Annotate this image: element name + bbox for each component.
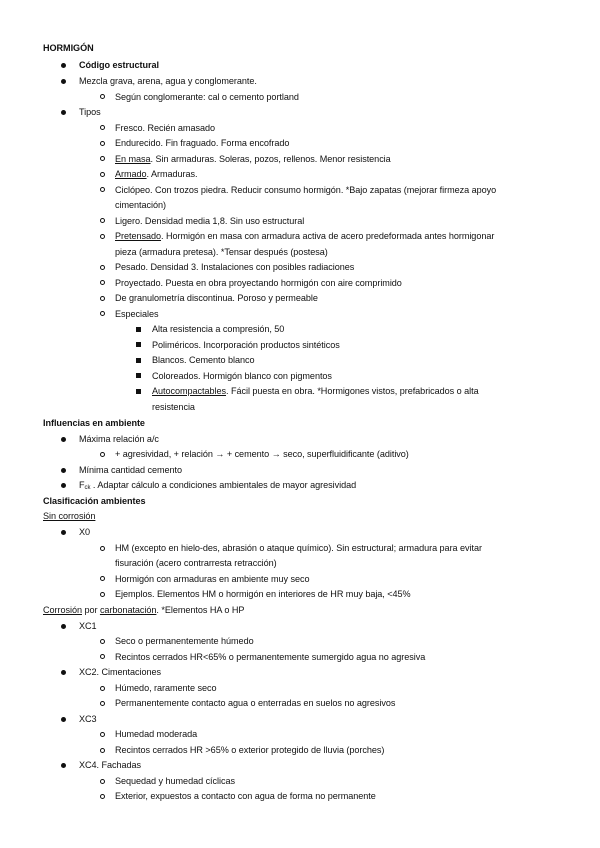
- bullet: [100, 748, 105, 753]
- tipo-armado: [115, 168, 198, 180]
- bullet: [61, 437, 66, 442]
- term-pretensado: Pretensado: [115, 231, 162, 241]
- item-xc1: XC1: [79, 621, 97, 631]
- x0-item-3: Ejemplos. Elementos HM o hormigón en interiores de HR muy baja, <45%: [115, 589, 411, 599]
- item-xc2: XC2. Cimentaciones: [79, 667, 161, 677]
- term-en-masa: En masa: [115, 154, 151, 164]
- text: . Fácil puesta en obra. *Hormigones vistos, prefabricados o alta: [226, 386, 479, 396]
- tipo-especiales: Especiales: [115, 309, 159, 319]
- bullet: [100, 654, 105, 659]
- xc1-item-1: Seco o permanentemente húmedo: [115, 636, 254, 646]
- bullet: [100, 311, 105, 316]
- text: . Sin armaduras. Soleras, pozos, rellenos. Menor resistencia: [150, 154, 391, 164]
- term-armado: Armado: [115, 169, 147, 179]
- especial-alta-resistencia: Alta resistencia a compresión, 50: [152, 324, 285, 334]
- bullet: [100, 156, 105, 161]
- bullet: [100, 639, 105, 644]
- item-mezcla-sub: Según conglomerante: cal o cemento portland: [115, 92, 299, 102]
- especial-polimericos: Poliméricos. Incorporación productos sintéticos: [152, 340, 340, 350]
- especial-autocompactables: [152, 385, 479, 397]
- term-autocompactables: Autocompactables: [152, 386, 227, 396]
- bullet: [100, 218, 105, 223]
- tipo-endurecido: Endurecido. Fin fraguado. Forma encofrado: [115, 138, 290, 148]
- bullet: [61, 624, 66, 629]
- xc3-item-2: Recintos cerrados HR >65% o exterior protegido de lluvia (porches): [115, 745, 385, 755]
- tipo-fresco: Fresco. Recién amasado: [115, 123, 215, 133]
- x0-item-1-cont: fisuración (acero contrarresta retracción): [115, 558, 277, 568]
- xc4-item-2: Exterior, expuestos a contacto con agua de forma no permanente: [115, 791, 376, 801]
- bullet: [100, 452, 105, 457]
- bullet: [61, 110, 66, 115]
- tipo-en-masa: [115, 153, 391, 165]
- tipo-pretensado: [115, 230, 494, 242]
- bullet: [100, 576, 105, 581]
- bullet: [100, 794, 105, 799]
- bullet: [100, 141, 105, 146]
- heading-corrosion: [43, 604, 244, 616]
- bullet: [100, 779, 105, 784]
- bullet: [61, 670, 66, 675]
- term-carbonatacion: carbonatación: [99, 605, 157, 615]
- bullet: [100, 187, 105, 192]
- xc2-item-2: Permanentemente contacto agua o enterradas en suelos no agresivos: [115, 698, 396, 708]
- bullet: [100, 234, 105, 239]
- bullet: [100, 172, 105, 177]
- tipo-ciclopeo: Ciclópeo. Con trozos piedra. Reducir consumo hormigón. *Bajo zapatas (mejorar firmeza apoyo: [115, 185, 497, 195]
- text: . Adaptar cálculo a condiciones ambientales de mayor agresividad: [90, 480, 357, 490]
- bullet: [61, 763, 66, 768]
- item-xc3: XC3: [79, 714, 97, 724]
- bullet: [61, 717, 66, 722]
- item-maxima: Máxima relación a/c: [79, 434, 159, 444]
- bullet: [61, 468, 66, 473]
- text: por: [81, 605, 100, 615]
- bullet: [100, 592, 105, 597]
- item-fck: [79, 479, 356, 494]
- bullet: [100, 732, 105, 737]
- bullet: [100, 280, 105, 285]
- tipo-proyectado: Proyectado. Puesta en obra proyectando hormigón con aire comprimido: [115, 278, 402, 288]
- bullet: [100, 94, 105, 99]
- bullet: [61, 483, 66, 488]
- bullet: [100, 296, 105, 301]
- doc-title: HORMIGÓN: [43, 43, 94, 53]
- x0-item-2: Hormigón con armaduras en ambiente muy seco: [115, 574, 310, 584]
- bullet: [61, 63, 66, 68]
- item-minima: Mínima cantidad cemento: [79, 465, 182, 475]
- item-codigo: Código estructural: [79, 60, 159, 70]
- tipo-pesado: Pesado. Densidad 3. Instalaciones con posibles radiaciones: [115, 262, 355, 272]
- bullet: [100, 265, 105, 270]
- bullet: [100, 701, 105, 706]
- item-x0: X0: [79, 527, 91, 537]
- item-maxima-sub: + agresividad, + relación → + cemento → seco, superfluidificante (aditivo): [115, 449, 409, 459]
- xc4-item-1: Sequedad y humedad cíclicas: [115, 776, 235, 786]
- text: F: [79, 480, 85, 490]
- text: . Hormigón en masa con armadura activa de acero predeformada antes hormigonar: [161, 231, 495, 241]
- xc1-item-2: Recintos cerrados HR<65% o permanentemente sumergido agua no agresiva: [115, 652, 426, 662]
- item-tipos: Tipos: [79, 107, 101, 117]
- xc3-item-1: Humedad moderada: [115, 729, 198, 739]
- bullet: [100, 125, 105, 130]
- tipo-granulometria: De granulometría discontinua. Poroso y permeable: [115, 293, 318, 303]
- bullet: [136, 358, 141, 363]
- bullet: [136, 327, 141, 332]
- text: . Armaduras.: [146, 169, 198, 179]
- xc2-item-1: Húmedo, raramente seco: [115, 683, 217, 693]
- especial-blancos: Blancos. Cemento blanco: [152, 355, 255, 365]
- especial-coloreados: Coloreados. Hormigón blanco con pigmentos: [152, 371, 332, 381]
- heading-sin-corrosion: Sin corrosión: [43, 511, 96, 521]
- tipo-ligero: Ligero. Densidad media 1,8. Sin uso estructural: [115, 216, 305, 226]
- item-xc4: XC4. Fachadas: [79, 760, 142, 770]
- term-corrosion: Corrosión: [43, 605, 82, 615]
- heading-influencias: Influencias en ambiente: [43, 418, 145, 428]
- bullet: [100, 546, 105, 551]
- bullet: [100, 686, 105, 691]
- tipo-pretensado-cont: pieza (armadura pretesa). *Tensar después (postesa): [115, 247, 328, 257]
- especial-autocompactables-cont: resistencia: [152, 402, 195, 412]
- x0-item-1: HM (excepto en hielo-des, abrasión o ataque químico). Sin estructural; armadura para evitar: [115, 543, 482, 553]
- tipo-ciclopeo-cont: cimentación): [115, 200, 166, 210]
- bullet: [61, 79, 66, 84]
- bullet: [136, 373, 141, 378]
- text: . *Elementos HA o HP: [156, 605, 245, 615]
- bullet: [61, 530, 66, 535]
- item-mezcla: Mezcla grava, arena, agua y conglomerante.: [79, 76, 257, 86]
- bullet: [136, 342, 141, 347]
- subscript: ck: [84, 485, 91, 491]
- bullet: [136, 389, 141, 394]
- heading-clasificacion: Clasificación ambientes: [43, 496, 146, 506]
